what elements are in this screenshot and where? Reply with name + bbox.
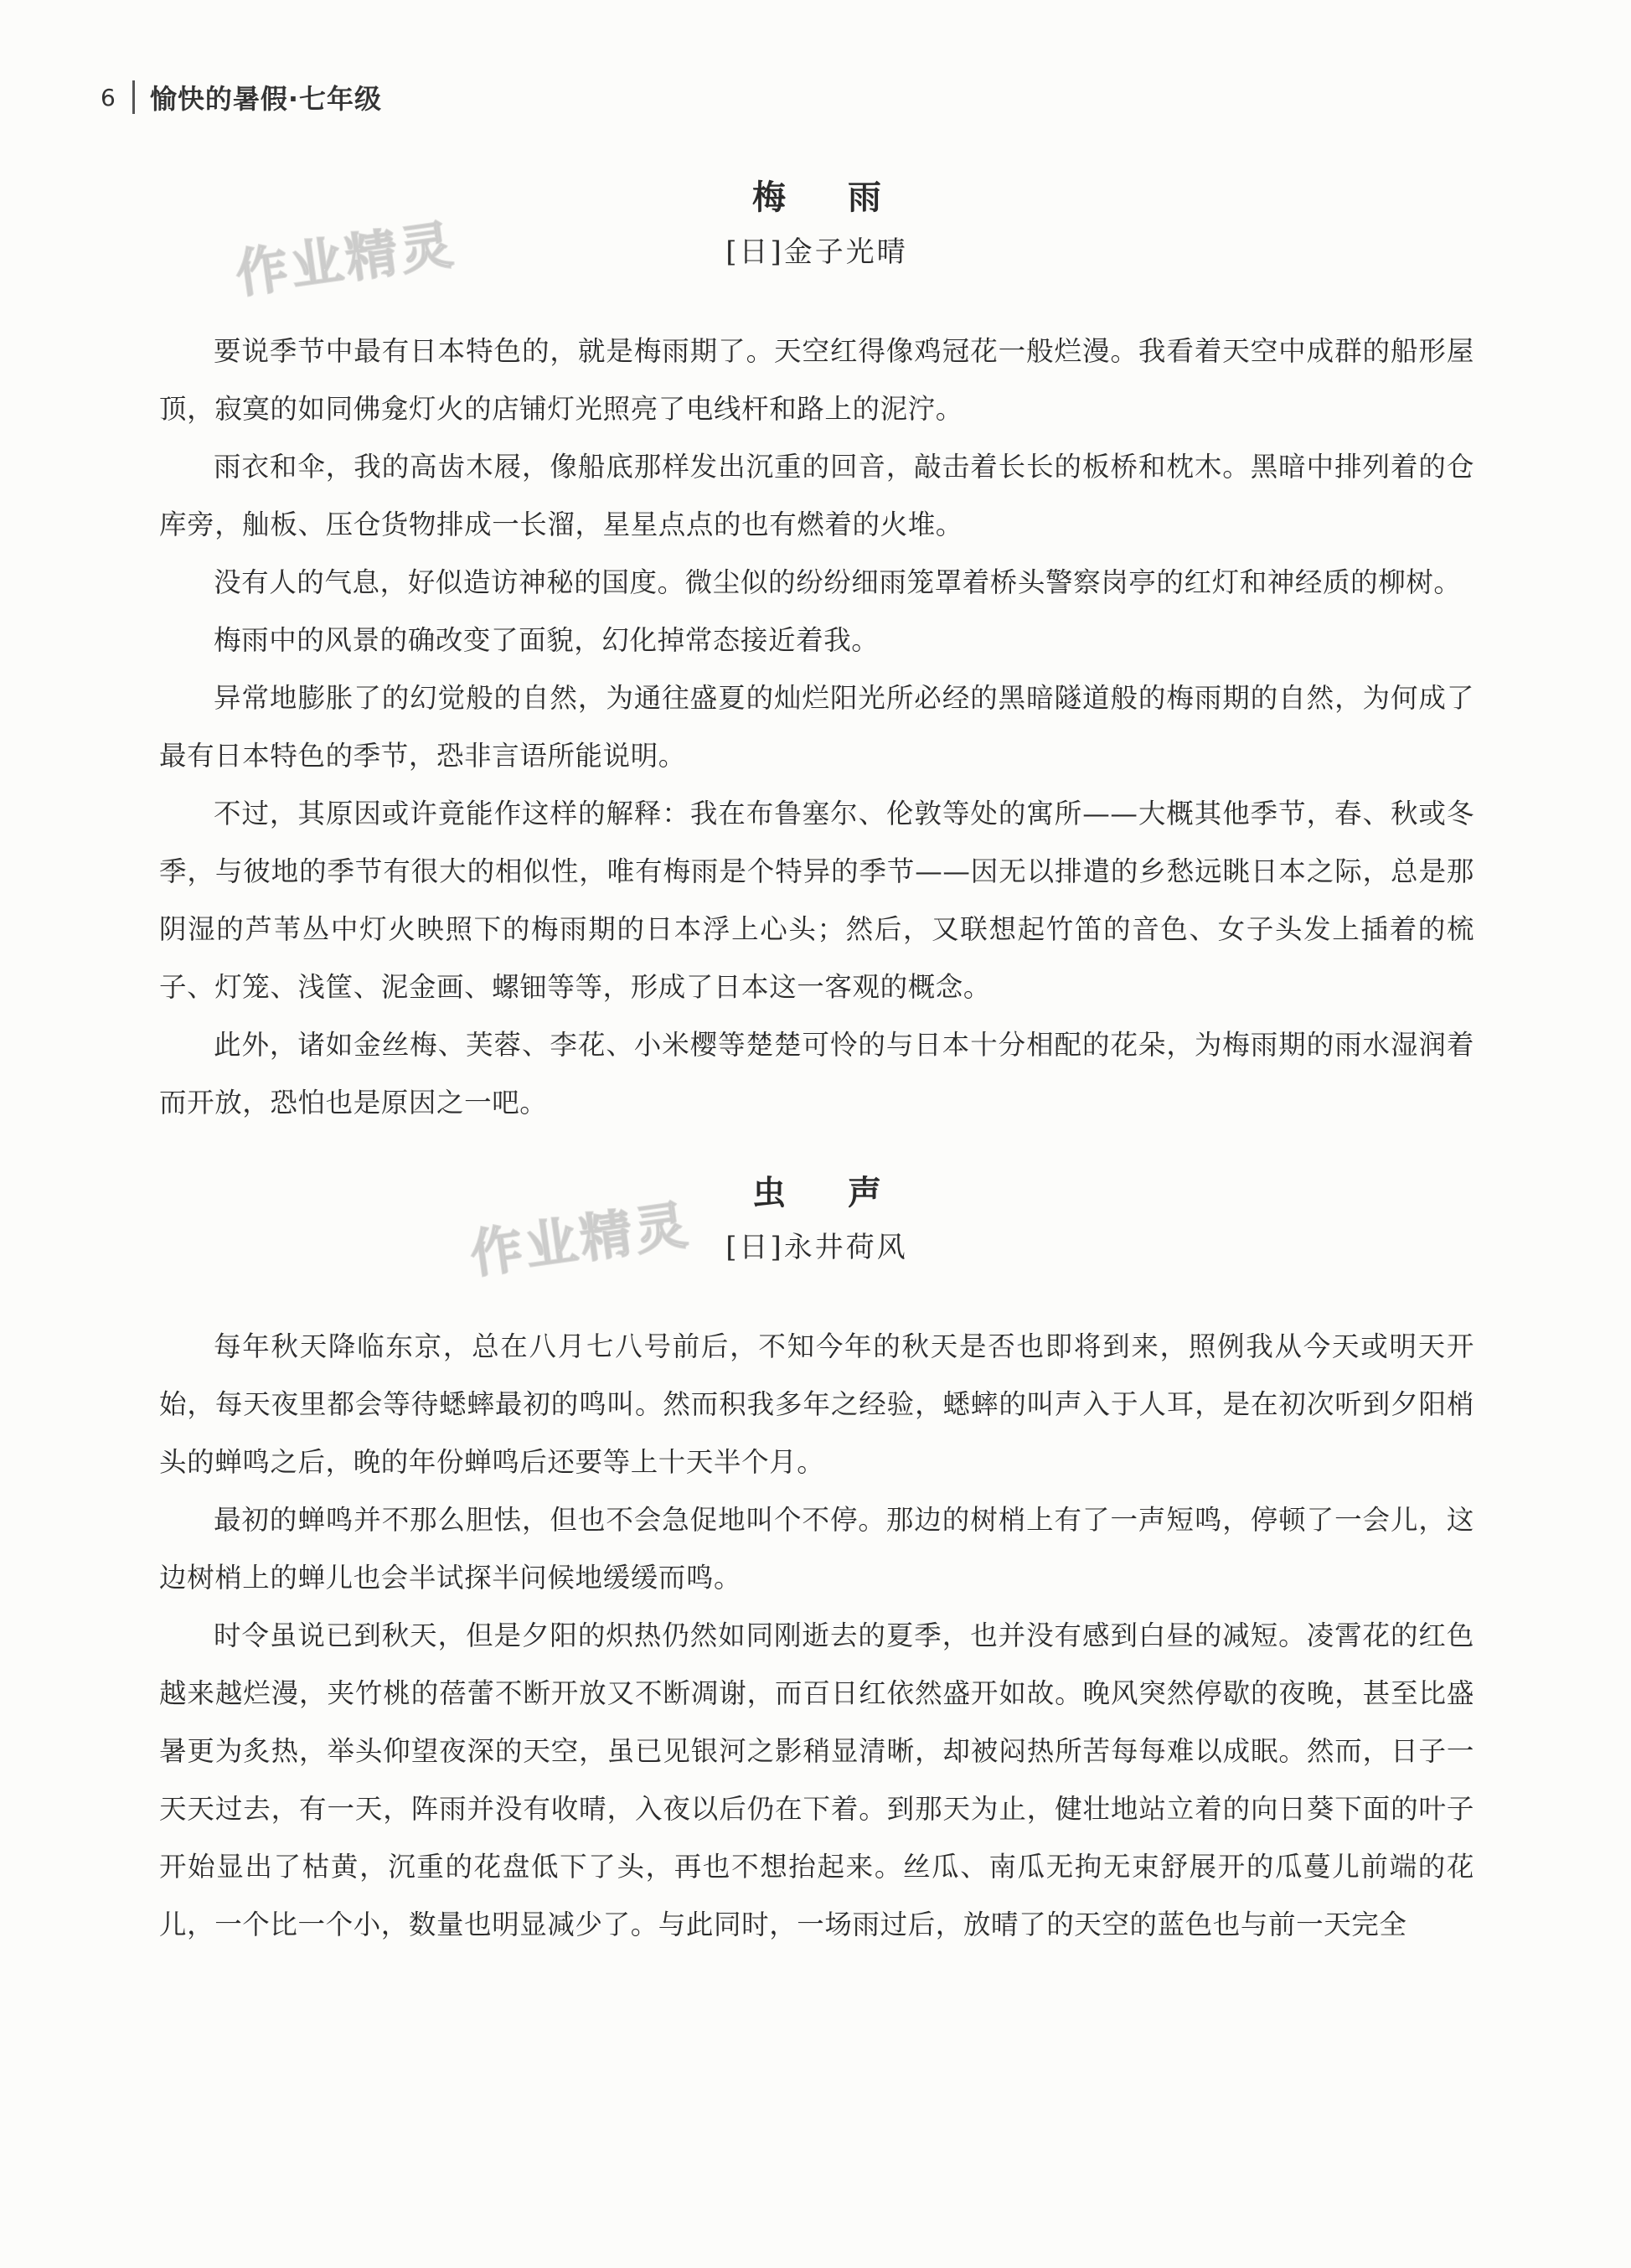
paragraph: 雨衣和伞，我的高齿木屐，像船底那样发出沉重的回音，敲击着长长的板桥和枕木。黑暗中排列着的仓库旁，舢板、压仓货物排成一长溜，星星点点的也有燃着的火堆。	[159, 451, 1474, 540]
paragraph: 此外，诸如金丝梅、芙蓉、李花、小米樱等楚楚可怜的与日本十分相配的花朵，为梅雨期的雨水湿润着而开放，恐怕也是原因之一吧。	[159, 1029, 1474, 1119]
book-title: 愉快的暑假·七年级	[149, 83, 382, 115]
paragraph: 梅雨中的风景的确改变了面貌，幻化掉常态接近着我。	[214, 624, 880, 656]
essay-body	[159, 323, 1474, 1132]
essay-meiyu	[159, 172, 1474, 1132]
essay-author: [日]永井荷风	[725, 1231, 908, 1264]
paragraph: 不过，其原因或许竟能作这样的解释：我在布鲁塞尔、伦敦等处的寓所——大概其他季节，春、秋或冬季，与彼地的季节有很大的相似性，唯有梅雨是个特异的季节——因无以排遣的乡愁远眺日本之际，总是那阴湿的芦苇丛中灯火映照下的梅雨期的日本浮上心头；然后，又联想起竹笛的音色、女子头发上插着的梳子、灯笼、浅筐、泥金画、螺钿等等，形成了日本这一客观的概念。	[159, 798, 1474, 1003]
page-header	[101, 77, 382, 117]
essay-title: 虫 声	[752, 1174, 906, 1212]
paragraph: 没有人的气息，好似造访神秘的国度。微尘似的纷纷细雨笼罩着桥头警察岗亭的红灯和神经质的柳树。	[214, 566, 1462, 598]
page-number: 6	[101, 83, 116, 111]
essay-author: [日]金子光晴	[725, 235, 908, 269]
paragraph: 异常地膨胀了的幻觉般的自然，为通往盛夏的灿烂阳光所必经的黑暗隧道般的梅雨期的自然，为何成了最有日本特色的季节，恐非言语所能说明。	[159, 682, 1474, 772]
page-content	[159, 172, 1474, 1954]
paragraph: 要说季节中最有日本特色的，就是梅雨期了。天空红得像鸡冠花一般烂漫。我看着天空中成群的船形屋顶，寂寞的如同佛龛灯火的店铺灯光照亮了电线杆和路上的泥泞。	[159, 335, 1474, 425]
essay-body	[159, 1318, 1474, 1954]
header-divider	[132, 80, 135, 114]
watermark-logo: 作业精灵	[231, 213, 460, 305]
essay-title: 梅 雨	[752, 178, 906, 217]
watermark-logo: 作业精灵	[466, 1193, 694, 1285]
essay-chongsheng	[159, 1167, 1474, 1954]
paragraph: 每年秋天降临东京，总在八月七八号前后，不知今年的秋天是否也即将到来，照例我从今天或明天开始，每天夜里都会等待蟋蟀最初的鸣叫。然而积我多年之经验，蟋蟀的叫声入于人耳，是在初次听到夕阳梢头的蝉鸣之后，晚的年份蝉鸣后还要等上十天半个月。	[159, 1330, 1474, 1478]
paragraph: 最初的蝉鸣并不那么胆怯，但也不会急促地叫个不停。那边的树梢上有了一声短鸣，停顿了一会儿，这边树梢上的蝉儿也会半试探半问候地缓缓而鸣。	[159, 1504, 1474, 1594]
paragraph: 时令虽说已到秋天，但是夕阳的炽热仍然如同刚逝去的夏季，也并没有感到白昼的减短。凌霄花的红色越来越烂漫，夹竹桃的蓓蕾不断开放又不断凋谢，而百日红依然盛开如故。晚风突然停歇的夜晚，甚至比盛暑更为炙热，举头仰望夜深的天空，虽已见银河之影稍显清晰，却被闷热所苦每每难以成眠。然而，日子一天天过去，有一天，阵雨并没有收晴，入夜以后仍在下着。到那天为止，健壮地站立着的向日葵下面的叶子开始显出了枯黄，沉重的花盘低下了头，再也不想抬起来。丝瓜、南瓜无拘无束舒展开的瓜蔓儿前端的花儿，一个比一个小，数量也明显减少了。与此同时，一场雨过后，放晴了的天空的蓝色也与前一天完全	[159, 1620, 1474, 1940]
